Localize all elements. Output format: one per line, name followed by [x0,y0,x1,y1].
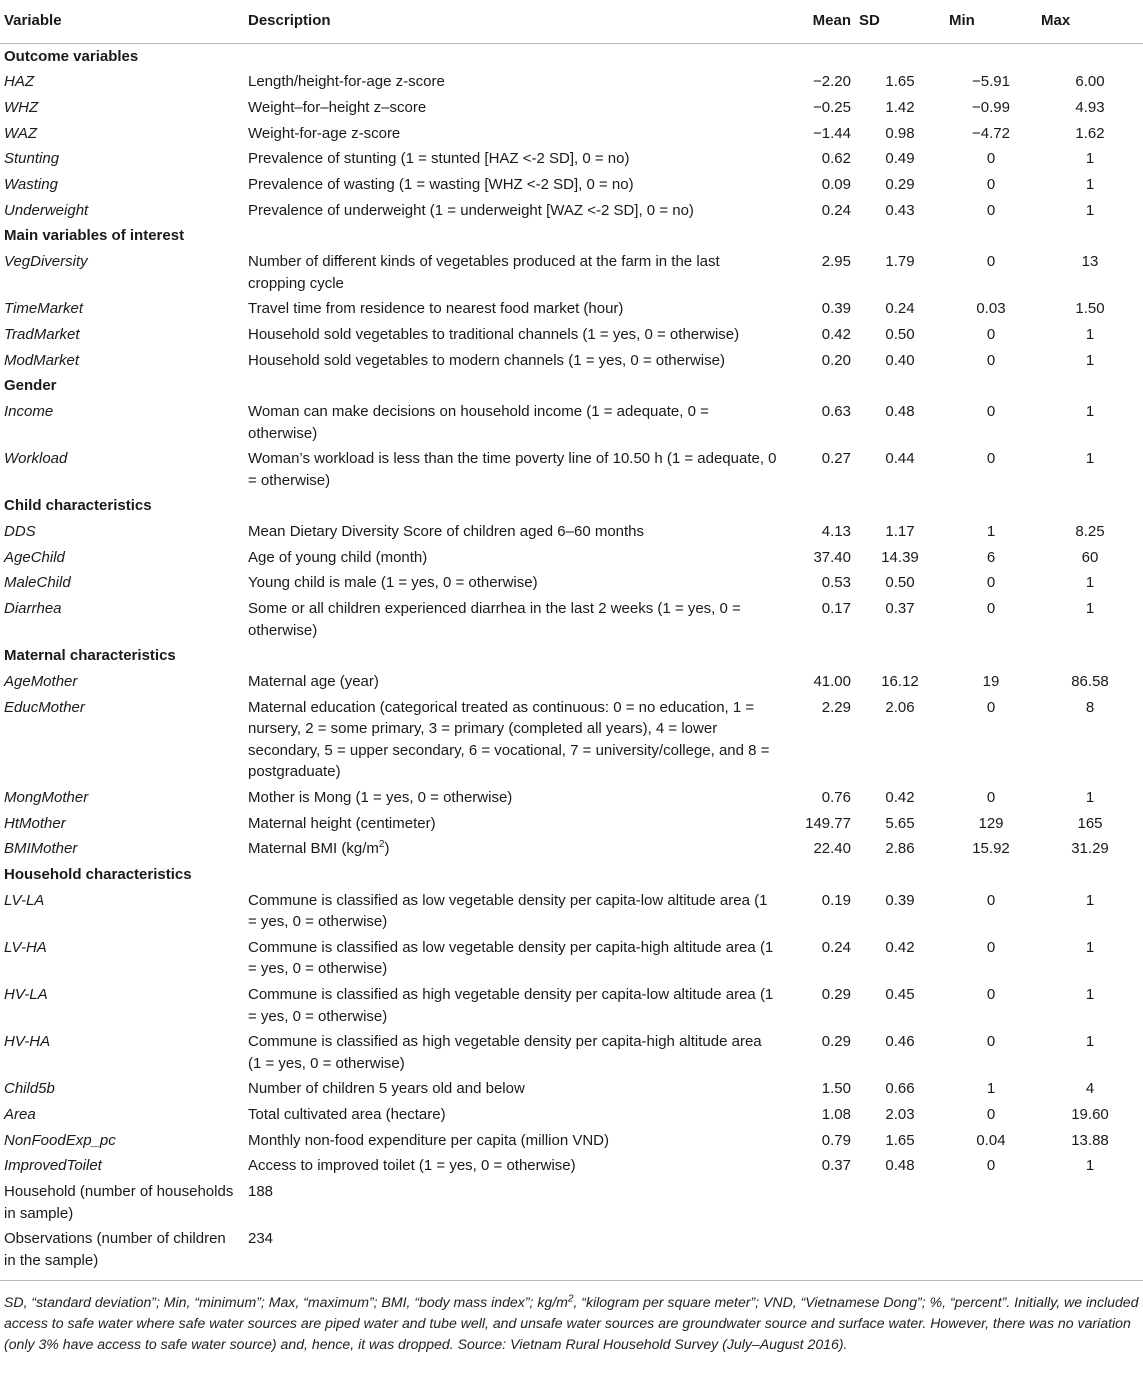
sd-value: 0.49 [885,150,915,168]
max-value: 1 [1085,788,1095,806]
sd-value: 0.50 [885,574,915,592]
variable-name: Child5b [4,1080,55,1098]
mean-value: 0.37 [821,1157,851,1175]
variable-name: Income [4,403,54,421]
variable-description: Weight-for-age z-score [248,124,401,142]
variable-description: Commune is classified as low vegetable density per capita-low altitude area (1 = yes, 0 = otherwise) [248,891,768,931]
max-value: 1 [1085,351,1095,369]
empty-cell [945,1179,1037,1226]
min-value: 15.92 [972,840,1010,858]
variable-description: Woman can make decisions on household income (1 = adequate, 0 = otherwise) [248,403,709,442]
mean-value: 41.00 [813,673,851,691]
sd-value: 0.48 [885,1157,915,1175]
min-value: 0 [986,1033,996,1051]
variable-description: Woman’s workload is less than the time poverty line of 10.50 h (1 = adequate, 0 = otherwise) [248,450,777,489]
variable-name: LV-HA [4,938,47,956]
variable-name: MongMother [4,788,89,806]
variable-name: EducMother [4,698,85,716]
sd-value: 1.79 [885,253,915,271]
section-heading-row [0,493,1143,519]
min-value: 0 [986,788,996,806]
header-mean: Mean [781,0,855,43]
min-value: 0 [986,201,996,219]
mean-value: −0.25 [813,98,851,116]
variable-description: Maternal education (categorical treated as continuous: 0 = no education, 1 = nursery, 2 = some primary, 3 = primary (completed all years), 4 = lower secondary, 5 = upper secondary, 6 = vocational, 7 = university/college, and 8 = postgraduate) [248,698,770,781]
max-value: 13.88 [1071,1131,1109,1149]
table-row [0,249,1143,296]
min-value: 1 [986,1080,996,1098]
max-value: 1 [1085,986,1095,1004]
variable-description: Number of different kinds of vegetables produced at the farm in the last cropping cycle [248,253,720,292]
table-row [0,570,1143,596]
variable-name: VegDiversity [4,253,88,271]
variable-description: Young child is male (1 = yes, 0 = otherwise) [248,574,538,592]
table-row [0,446,1143,493]
section-heading-row [0,643,1143,669]
summary-row [0,1179,1143,1226]
mean-value: 0.27 [821,450,851,468]
mean-value: 0.53 [821,574,851,592]
table-row [0,982,1143,1029]
description-tail: ) [384,840,390,858]
mean-value: 0.62 [821,150,851,168]
variable-description: Mother is Mong (1 = yes, 0 = otherwise) [248,788,513,806]
sd-value: 2.06 [885,698,915,716]
sd-value: 0.29 [885,176,915,194]
min-value: 0 [986,698,996,716]
max-value: 86.58 [1071,673,1109,691]
empty-cell [945,1226,1037,1281]
variable-description: Some or all children experienced diarrhea in the last 2 weeks (1 = yes, 0 = otherwise) [248,600,741,639]
variable-description: Length/height-for-age z-score [248,73,445,91]
mean-value: 0.24 [821,201,851,219]
mean-value: 0.63 [821,403,851,421]
variable-name: Workload [4,450,68,468]
variable-description: Access to improved toilet (1 = yes, 0 = otherwise) [248,1157,576,1175]
max-value: 1 [1085,201,1095,219]
sd-value: 0.66 [885,1080,915,1098]
max-value: 1 [1085,891,1095,909]
max-value: 31.29 [1071,840,1109,858]
sd-value: 0.45 [885,986,915,1004]
max-value: 13 [1081,253,1099,271]
max-value: 1 [1085,150,1095,168]
min-value: 0 [986,176,996,194]
mean-value: 1.08 [821,1106,851,1124]
variable-name: MaleChild [4,574,71,592]
table-row [0,519,1143,545]
variable-description: Household sold vegetables to traditional channels (1 = yes, 0 = otherwise) [248,325,740,343]
section-heading-row [0,862,1143,888]
section-title: Outcome variables [4,47,139,65]
table-row [0,69,1143,95]
min-value: −4.72 [972,124,1010,142]
sd-value: 0.44 [885,450,915,468]
empty-cell [855,1226,945,1281]
empty-cell [781,1179,855,1226]
max-value: 1.62 [1075,124,1105,142]
max-value: 1 [1085,325,1095,343]
min-value: 0 [986,891,996,909]
mean-value: 2.29 [821,698,851,716]
table-row [0,836,1143,862]
mean-value: 0.19 [821,891,851,909]
sd-value: 0.48 [885,403,915,421]
footnote-text: SD, “standard deviation”; Min, “minimum”; Max, “maximum”; BMI, “body mass index”; kg/m [4,1294,568,1311]
section-heading-row [0,223,1143,249]
table-footnote [0,1281,1143,1355]
header-sd: SD [855,0,945,43]
mean-value: 0.09 [821,176,851,194]
header-max: Max [1037,0,1143,43]
table-row [0,1029,1143,1076]
header-min: Min [945,0,1037,43]
sd-value: 2.86 [885,840,915,858]
mean-value: 149.77 [805,814,851,832]
min-value: 6 [986,548,996,566]
min-value: 0 [986,351,996,369]
sd-value: 1.17 [885,523,915,541]
mean-value: 1.50 [821,1080,851,1098]
mean-value: 0.29 [821,986,851,1004]
section-title: Gender [4,377,57,395]
mean-value: 2.95 [821,253,851,271]
sd-value: 0.50 [885,325,915,343]
min-value: 0 [986,325,996,343]
sd-value: 0.40 [885,351,915,369]
max-value: 6.00 [1075,73,1105,91]
header-variable: Variable [0,0,244,43]
mean-value: 0.29 [821,1033,851,1051]
variable-name: HV-LA [4,986,48,1004]
mean-value: −1.44 [813,124,851,142]
table-row [0,172,1143,198]
table-row [0,399,1143,446]
min-value: 0 [986,986,996,1004]
variable-name: WHZ [4,98,39,116]
max-value: 4 [1085,1080,1095,1098]
max-value: 4.93 [1075,98,1105,116]
sd-value: 1.65 [885,1131,915,1149]
sd-value: 0.98 [885,124,915,142]
table-row [0,811,1143,837]
variable-name: NonFoodExp_pc [4,1131,116,1149]
summary-value: 188 [248,1183,274,1201]
min-value: 0.04 [976,1131,1006,1149]
section-title: Maternal characteristics [4,647,176,665]
min-value: 0 [986,253,996,271]
table-row [0,296,1143,322]
table-row [0,695,1143,785]
variable-name: ModMarket [4,351,80,369]
variable-description: Maternal age (year) [248,673,379,691]
table-row [0,121,1143,147]
min-value: 0 [986,150,996,168]
sd-value: 0.42 [885,788,915,806]
min-value: 0 [986,450,996,468]
summary-row [0,1226,1143,1281]
max-value: 1 [1085,600,1095,618]
sd-value: 2.03 [885,1106,915,1124]
min-value: 0 [986,938,996,956]
sd-value: 1.65 [885,73,915,91]
max-value: 19.60 [1071,1106,1109,1124]
empty-cell [1037,1179,1143,1226]
sd-value: 0.42 [885,938,915,956]
table-row [0,1153,1143,1179]
variable-name: Stunting [4,150,60,168]
max-value: 1 [1085,450,1095,468]
section-title: Main variables of interest [4,227,185,245]
mean-value: 0.24 [821,938,851,956]
variable-name: AgeChild [4,548,65,566]
empty-cell [1037,1226,1143,1281]
summary-label: Observations (number of children in the sample) [4,1230,226,1269]
footnote-text-continued: , “kilogram per square meter”; VND, “Vietnamese Dong”; %, “percent”. Initially, we included access to safe water where safe water sources are piped water and tube well, and unsafe water sources are groundwater source and surface water. However, there was no variation (only 3% have access to safe water source) and, hence, it was dropped. Source: Vietnam Rural Household Survey (July–August 2016). [4,1294,1139,1353]
variable-description: Age of young child (month) [248,548,428,566]
max-value: 60 [1081,548,1099,566]
sd-value: 0.39 [885,891,915,909]
variable-name: Wasting [4,176,58,194]
description-text: Maternal BMI (kg/m [248,840,379,858]
mean-value: −2.20 [813,73,851,91]
variable-description: Prevalence of wasting (1 = wasting [WHZ <-2 SD], 0 = no) [248,176,634,194]
mean-value: 22.40 [813,840,851,858]
sd-value: 0.24 [885,300,915,318]
table-row [0,596,1143,643]
variable-description [244,836,781,862]
mean-value: 4.13 [821,523,851,541]
table-header-row [0,0,1143,43]
mean-value: 0.79 [821,1131,851,1149]
variable-name: BMIMother [4,840,78,858]
section-heading-row [0,43,1143,69]
variable-description: Prevalence of stunting (1 = stunted [HAZ <-2 SD], 0 = no) [248,150,630,168]
variable-description: Mean Dietary Diversity Score of children aged 6–60 months [248,523,645,541]
table-row [0,1128,1143,1154]
max-value: 165 [1077,814,1103,832]
variable-name: HAZ [4,73,34,91]
variable-name: WAZ [4,124,38,142]
min-value: 0 [986,1106,996,1124]
variable-description: Monthly non-food expenditure per capita (million VND) [248,1131,610,1149]
min-value: 0 [986,1157,996,1175]
table-row [0,322,1143,348]
min-value: 0 [986,600,996,618]
max-value: 1 [1085,403,1095,421]
table-row [0,1102,1143,1128]
description-superscript: 2 [378,839,385,851]
variable-name: Underweight [4,201,89,219]
variable-name: DDS [4,523,36,541]
variable-name: AgeMother [4,673,78,691]
table-row [0,146,1143,172]
table-row [0,785,1143,811]
variable-name: TradMarket [4,325,80,343]
min-value: 0 [986,403,996,421]
variable-name: HtMother [4,814,66,832]
sd-value: 5.65 [885,814,915,832]
max-value: 1 [1085,176,1095,194]
sd-value: 0.43 [885,201,915,219]
min-value: 0.03 [976,300,1006,318]
table-row [0,198,1143,224]
sd-value: 0.46 [885,1033,915,1051]
mean-value: 0.42 [821,325,851,343]
mean-value: 0.17 [821,600,851,618]
section-title: Household characteristics [4,865,192,883]
empty-cell [855,1179,945,1226]
footnote-superscript: 2 [567,1293,574,1305]
section-heading-row [0,373,1143,399]
min-value: 0 [986,574,996,592]
header-description: Description [244,0,781,43]
variable-description: Total cultivated area (hectare) [248,1106,446,1124]
max-value: 1 [1085,1157,1095,1175]
table-row [0,348,1143,374]
sd-value: 0.37 [885,600,915,618]
max-value: 1 [1085,938,1095,956]
variable-description: Commune is classified as high vegetable density per capita-low altitude area (1 = yes, 0 = otherwise) [248,986,774,1025]
mean-value: 0.76 [821,788,851,806]
variable-description: Number of children 5 years old and below [248,1080,525,1098]
variable-description: Household sold vegetables to modern channels (1 = yes, 0 = otherwise) [248,351,725,369]
min-value: −0.99 [972,98,1010,116]
variable-description: Commune is classified as low vegetable density per capita-high altitude area (1 = yes, 0 = otherwise) [248,938,774,978]
variable-description: Weight–for–height z–score [248,98,427,116]
table-row [0,935,1143,982]
mean-value: 0.20 [821,351,851,369]
min-value: 129 [978,814,1004,832]
max-value: 1 [1085,574,1095,592]
table-row [0,1076,1143,1102]
empty-cell [781,1226,855,1281]
variable-name: LV-LA [4,891,45,909]
summary-label: Household (number of households in sample) [4,1183,234,1222]
table-row [0,888,1143,935]
max-value: 1 [1085,1033,1095,1051]
sd-value: 16.12 [881,673,919,691]
variable-description: Travel time from residence to nearest food market (hour) [248,300,624,318]
mean-value: 0.39 [821,300,851,318]
min-value: −5.91 [972,73,1010,91]
max-value: 8.25 [1075,523,1105,541]
min-value: 19 [982,673,1000,691]
variable-description: Commune is classified as high vegetable density per capita-high altitude area (1 = yes, 0 = otherwise) [248,1033,762,1072]
variable-name: Diarrhea [4,600,62,618]
variable-description: Prevalence of underweight (1 = underweight [WAZ <-2 SD], 0 = no) [248,201,694,219]
table-row [0,669,1143,695]
variable-name: TimeMarket [4,300,84,318]
variable-name: ImprovedToilet [4,1157,102,1175]
max-value: 8 [1085,698,1095,716]
mean-value: 37.40 [813,548,851,566]
table-row [0,95,1143,121]
variable-name: HV-HA [4,1033,51,1051]
max-value: 1.50 [1075,300,1105,318]
sd-value: 1.42 [885,98,915,116]
table-row [0,545,1143,571]
min-value: 1 [986,523,996,541]
variable-description: Maternal height (centimeter) [248,814,436,832]
variable-name: Area [4,1106,36,1124]
section-title: Child characteristics [4,497,152,515]
sd-value: 14.39 [881,548,919,566]
summary-value: 234 [248,1230,274,1248]
table-body [0,43,1143,1281]
